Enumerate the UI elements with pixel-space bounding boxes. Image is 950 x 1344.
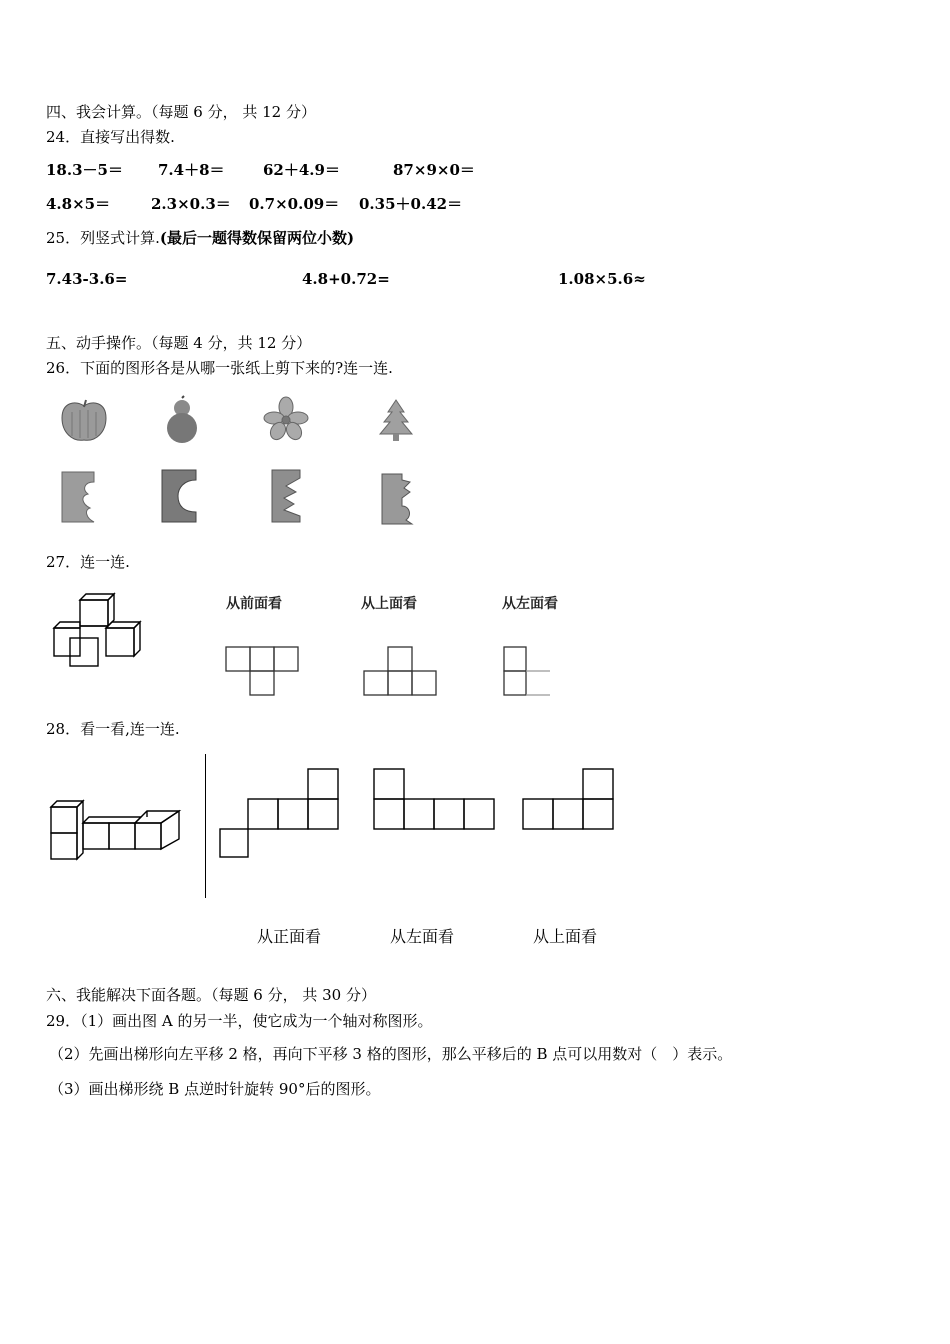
view-option-1-grid <box>218 767 342 861</box>
q24-expression: 4.8×5＝ <box>46 195 111 213</box>
view-label-front: 从正面看 <box>257 927 322 946</box>
q24-expression: 2.3×0.3＝ <box>151 195 231 213</box>
paper-piece-2-icon <box>160 468 200 524</box>
paper-piece-3-icon <box>270 468 302 524</box>
q24-expression: 87×9×0＝ <box>393 161 475 179</box>
question-29-part-2: （2）先画出梯形向左平移 2 格，再向下平移 3 格的图形，那么平移后的 B 点可以用数对（ ）表示。 <box>49 1045 733 1063</box>
q25-expression: 4.8+0.72= <box>302 270 390 288</box>
q24-expression: 18.3－5＝ <box>46 161 123 179</box>
left-view-grid <box>502 645 558 697</box>
paper-piece-1-icon <box>60 470 98 524</box>
q24-expression: 0.7×0.09＝ <box>249 195 340 213</box>
view-label-top: 从上面看 <box>361 596 417 612</box>
paper-piece-4-icon <box>380 472 414 526</box>
gourd-cutout-icon <box>160 396 204 446</box>
view-option-3-grid <box>521 767 617 831</box>
section-6-heading: 六、我能解决下面各题。（每题 6 分， 共 30 分） <box>46 986 376 1004</box>
view-option-2-grid <box>372 767 498 831</box>
section-4-heading: 四、我会计算。（每题 6 分， 共 12 分） <box>46 103 316 121</box>
question-24-title: 24．直接写出得数. <box>46 128 175 146</box>
q24-expression: 7.4＋8＝ <box>158 161 225 179</box>
divider-line <box>205 754 206 898</box>
apple-cutout-icon <box>58 398 110 444</box>
q25-expression: 1.08×5.6≈ <box>558 270 646 288</box>
cube-stack-figure <box>50 592 150 670</box>
view-label-left: 从左面看 <box>502 596 558 612</box>
question-25-note: (最后一题得数保留两位小数) <box>159 229 355 247</box>
question-28-title: 28．看一看,连一连. <box>46 720 180 738</box>
front-view-grid <box>224 645 304 697</box>
question-25-title <box>46 229 354 247</box>
question-29-part-1: 29．（1）画出图 A 的另一半，使它成为一个轴对称图形。 <box>46 1012 433 1030</box>
view-label-left: 从左面看 <box>390 927 455 946</box>
question-25-label: 25．列竖式计算. <box>46 229 160 247</box>
block-row-figure <box>48 794 186 862</box>
flower-cutout-icon <box>262 396 310 442</box>
question-29-part-3: （3）画出梯形绕 B 点逆时针旋转 90°后的图形。 <box>49 1080 381 1098</box>
question-26-title: 26．下面的图形各是从哪一张纸上剪下来的?连一连. <box>46 359 393 377</box>
view-label-top: 从上面看 <box>533 927 598 946</box>
q24-expression: 0.35＋0.42＝ <box>359 195 463 213</box>
view-label-front: 从前面看 <box>226 596 282 612</box>
q24-expression: 62＋4.9＝ <box>263 161 340 179</box>
section-5-heading: 五、动手操作。（每题 4 分，共 12 分） <box>46 334 312 352</box>
tree-cutout-icon <box>376 398 416 442</box>
question-27-title: 27．连一连. <box>46 553 130 571</box>
top-view-grid <box>362 645 442 697</box>
q25-expression: 7.43-3.6= <box>46 270 128 288</box>
